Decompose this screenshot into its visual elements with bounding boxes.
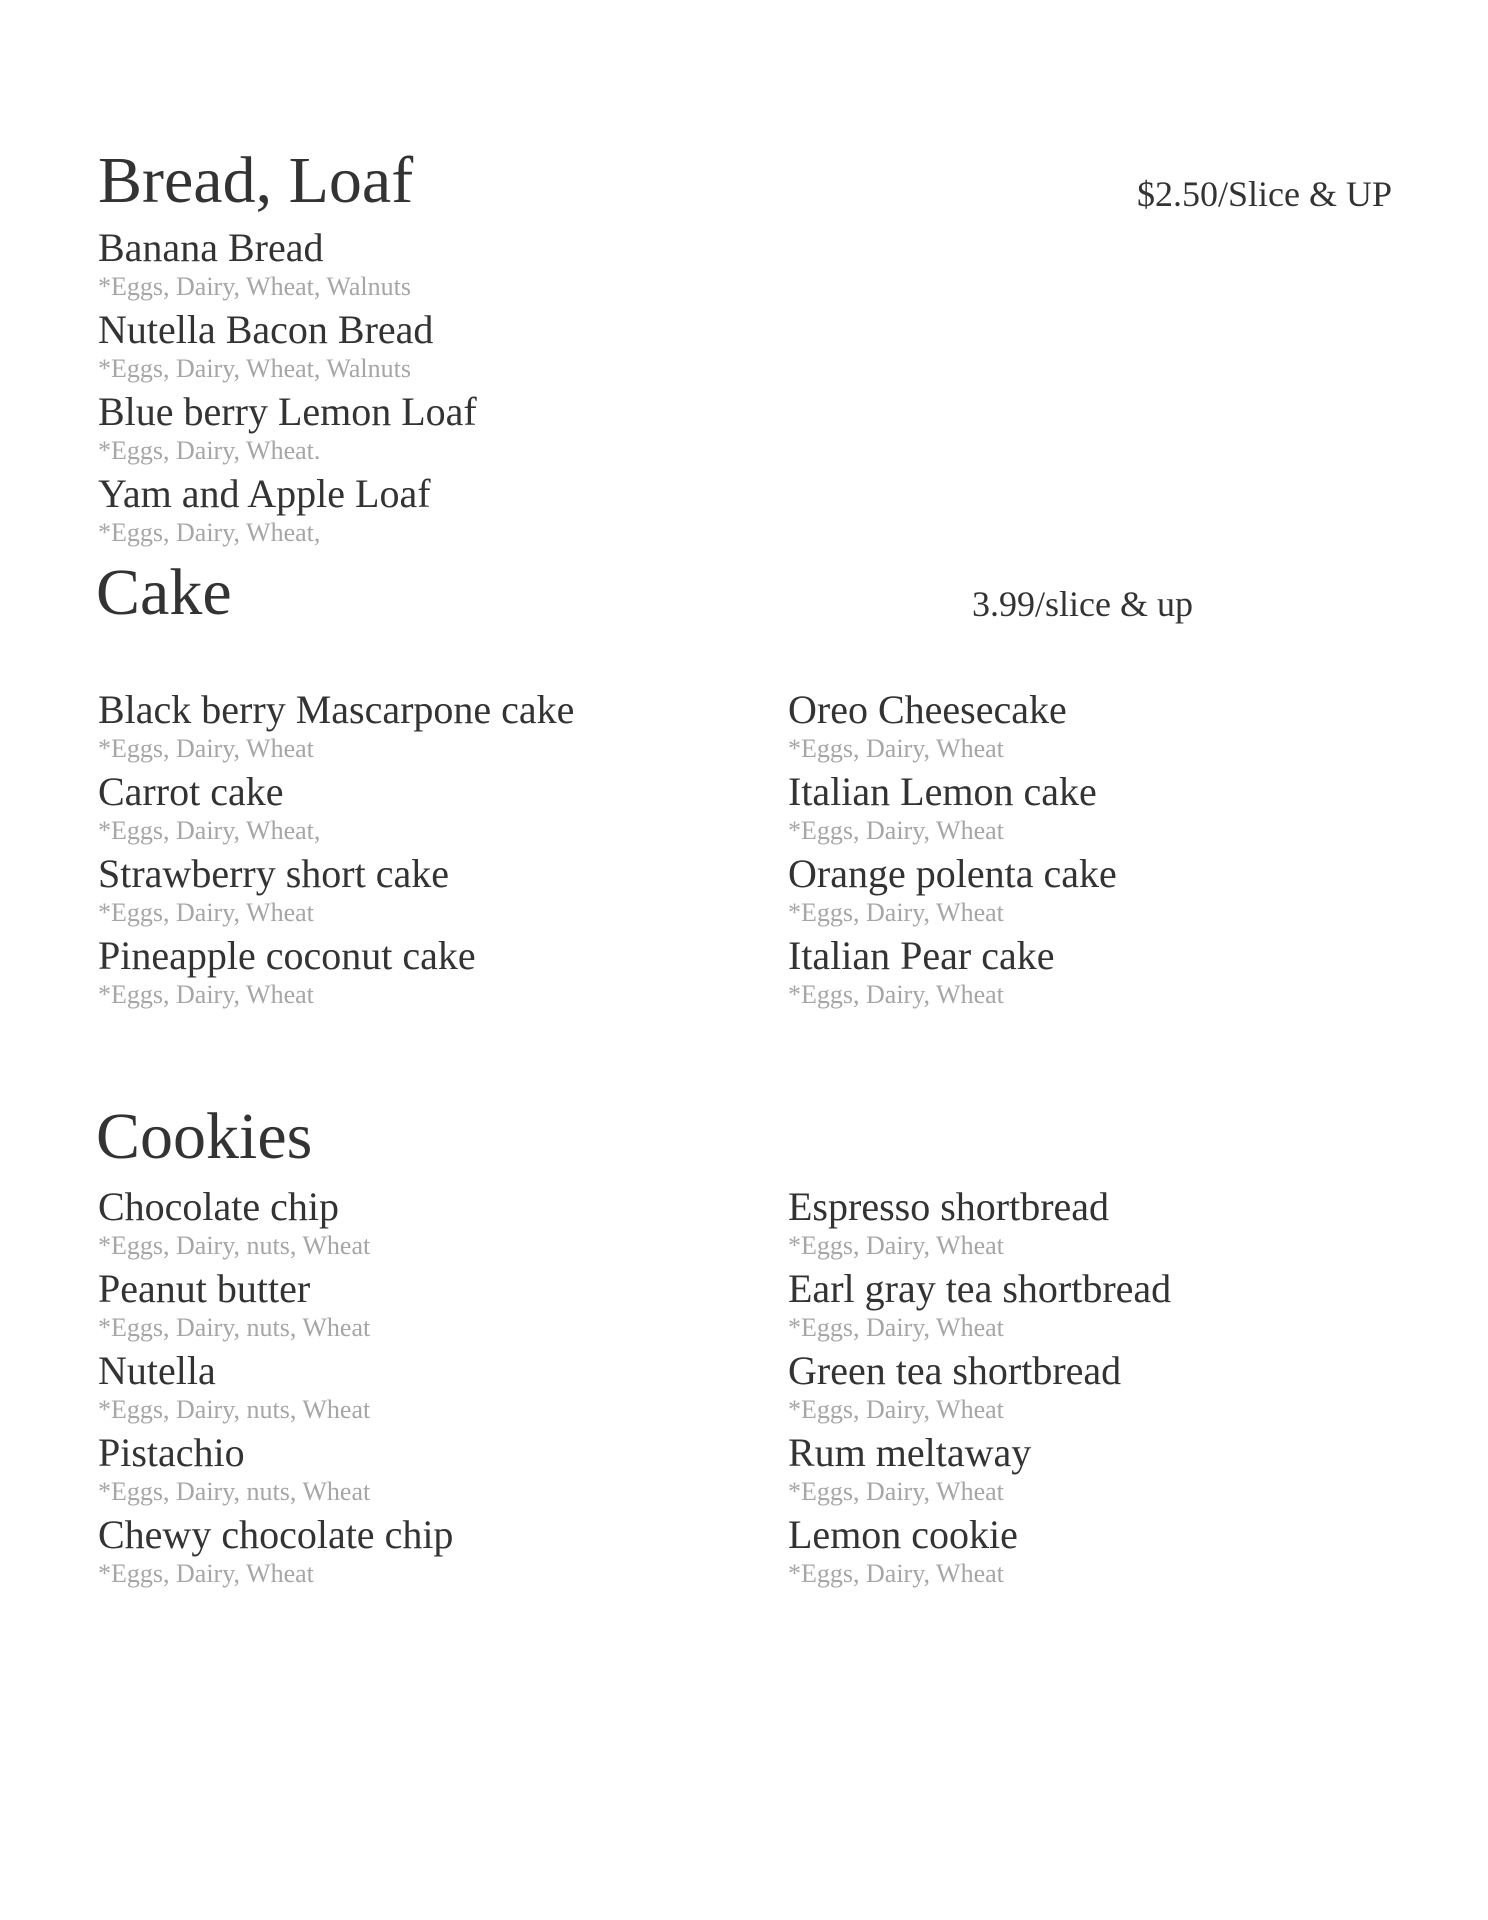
cake-items-left [98, 688, 574, 1016]
menu-item [98, 472, 477, 554]
item-allergens: *Eggs, Dairy, Wheat, Walnuts [98, 354, 411, 383]
bread-items-list [98, 226, 477, 554]
menu-item [98, 1431, 453, 1513]
menu-item [98, 226, 477, 308]
bread-price: $2.50/Slice & UP [1136, 174, 1392, 214]
cookies-items-right [788, 1185, 1171, 1595]
cake-section-title: Cake [96, 556, 232, 629]
item-allergens: *Eggs, Dairy, Wheat. [98, 436, 321, 465]
menu-item [98, 934, 574, 1016]
item-name: Banana Bread [98, 225, 324, 270]
cake-items-right [788, 688, 1117, 1016]
menu-item [788, 770, 1117, 852]
menu-item [98, 770, 574, 852]
menu-item [98, 390, 477, 472]
item-name: Nutella [98, 1348, 216, 1393]
item-allergens: *Eggs, Dairy, Wheat [788, 1313, 1004, 1342]
bread-section-title: Bread, Loaf [98, 144, 414, 217]
item-allergens: *Eggs, Dairy, Wheat, [98, 518, 321, 547]
item-name: Earl gray tea shortbread [788, 1266, 1172, 1311]
item-allergens: *Eggs, Dairy, Wheat [788, 1395, 1004, 1424]
menu-item [98, 1185, 453, 1267]
item-allergens: *Eggs, Dairy, Wheat [98, 734, 314, 763]
item-allergens: *Eggs, Dairy, nuts, Wheat [98, 1477, 371, 1506]
item-name: Chocolate chip [98, 1184, 340, 1229]
item-name: Carrot cake [98, 769, 284, 814]
item-name: Strawberry short cake [98, 851, 449, 896]
item-allergens: *Eggs, Dairy, Wheat [788, 1559, 1004, 1588]
item-allergens: *Eggs, Dairy, Wheat [788, 816, 1004, 845]
menu-item [788, 1513, 1171, 1595]
item-allergens: *Eggs, Dairy, nuts, Wheat [98, 1231, 371, 1260]
item-allergens: *Eggs, Dairy, Wheat [788, 1231, 1004, 1260]
item-allergens: *Eggs, Dairy, Wheat [98, 980, 314, 1009]
item-name: Pineapple coconut cake [98, 933, 476, 978]
menu-item [788, 1267, 1171, 1349]
item-name: Lemon cookie [788, 1512, 1018, 1557]
item-name: Orange polenta cake [788, 851, 1117, 896]
item-name: Chewy chocolate chip [98, 1512, 454, 1557]
menu-item [98, 308, 477, 390]
item-name: Green tea shortbread [788, 1348, 1122, 1393]
menu-item [98, 1513, 453, 1595]
item-name: Nutella Bacon Bread [98, 307, 434, 352]
item-allergens: *Eggs, Dairy, Wheat [788, 980, 1004, 1009]
item-allergens: *Eggs, Dairy, Wheat [788, 898, 1004, 927]
item-allergens: *Eggs, Dairy, nuts, Wheat [98, 1313, 371, 1342]
item-name: Pistachio [98, 1430, 245, 1475]
cookies-section-title: Cookies [96, 1100, 313, 1173]
item-allergens: *Eggs, Dairy, Wheat [788, 734, 1004, 763]
item-name: Italian Pear cake [788, 933, 1055, 978]
item-allergens: *Eggs, Dairy, Wheat, Walnuts [98, 272, 411, 301]
item-allergens: *Eggs, Dairy, Wheat, [98, 816, 321, 845]
menu-item [98, 688, 574, 770]
item-name: Black berry Mascarpone cake [98, 687, 575, 732]
item-name: Blue berry Lemon Loaf [98, 389, 477, 434]
menu-item [98, 1349, 453, 1431]
item-name: Espresso shortbread [788, 1184, 1110, 1229]
item-name: Peanut butter [98, 1266, 311, 1311]
item-name: Yam and Apple Loaf [98, 471, 431, 516]
menu-item [788, 688, 1117, 770]
cookies-items-left [98, 1185, 453, 1595]
item-name: Italian Lemon cake [788, 769, 1097, 814]
item-allergens: *Eggs, Dairy, Wheat [788, 1477, 1004, 1506]
menu-item [788, 1185, 1171, 1267]
item-allergens: *Eggs, Dairy, nuts, Wheat [98, 1395, 371, 1424]
cake-price: 3.99/slice & up [972, 584, 1193, 624]
menu-item [788, 1349, 1171, 1431]
item-name: Oreo Cheesecake [788, 687, 1067, 732]
item-allergens: *Eggs, Dairy, Wheat [98, 1559, 314, 1588]
menu-item [788, 934, 1117, 1016]
item-allergens: *Eggs, Dairy, Wheat [98, 898, 314, 927]
menu-item [788, 1431, 1171, 1513]
menu-item [98, 852, 574, 934]
item-name: Rum meltaway [788, 1430, 1032, 1475]
menu-item [98, 1267, 453, 1349]
menu-item [788, 852, 1117, 934]
